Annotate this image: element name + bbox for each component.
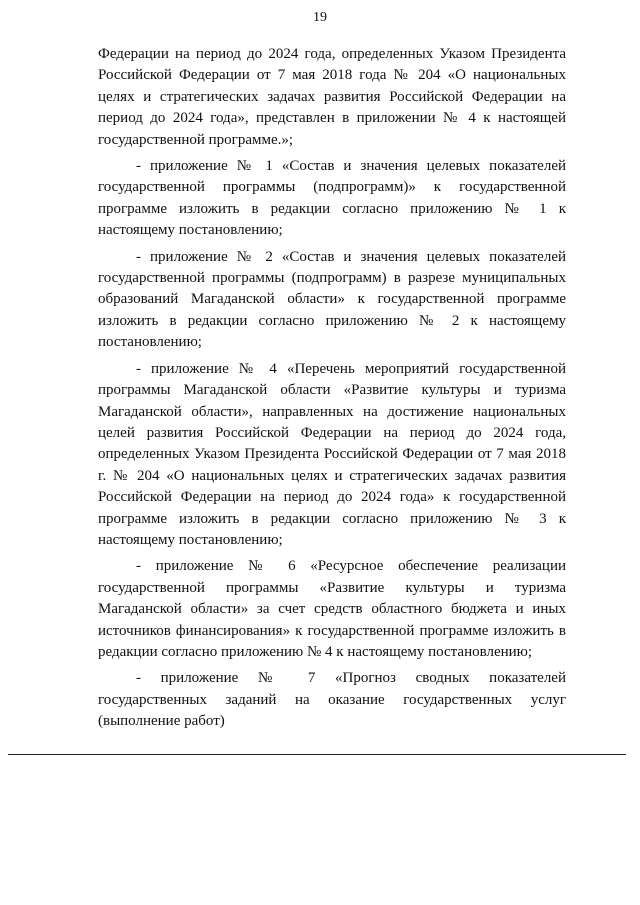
paragraph-continuation: Федерации на период до 2024 года, определенных Указом Президента Российской Федерации от 7 мая 2018 года № 204 «О национальных целях и стратегических задачах развития Российской Федерации на период до 2024 года», представлен в приложении № 4 к настоящей государственной программе.»; [98, 46, 566, 148]
paragraph-appendix-1: - приложение № 1 «Состав и значения целевых показателей государственной программы (подпрограмм)» к государственной программе изложить в редакции согласно приложению № 1 к настоящему постановлению; [98, 158, 566, 239]
paragraph-appendix-7: - приложение № 7 «Прогноз сводных показателей государственных заданий на оказание государственных услуг (выполнение работ) [98, 670, 566, 730]
page-divider-line [8, 754, 626, 755]
page-number: 19 [313, 10, 327, 25]
document-body [98, 44, 566, 733]
paragraph-appendix-2: - приложение № 2 «Состав и значения целевых показателей государственной программы (подпрограмм) в разрезе муниципальных образований Магаданской области» к государственной программе изложить в редакции согласно приложению № 2 к настоящему постановлению; [98, 248, 566, 351]
paragraph-appendix-6: - приложение № 6 «Ресурсное обеспечение реализации государственной программы «Развитие культуры и туризма Магаданской области» за счет средств областного бюджета и иных источников финансирования» к государственной программе изложить в редакции согласно приложению № 4 к настоящему постановлению; [98, 558, 566, 660]
paragraph-appendix-4: - приложение № 4 «Перечень мероприятий государственной программы Магаданской области «Развитие культуры и туризма Магаданской области», направленных на достижение национальных целей развития Российской Федерации на период до 2024 года, определенных Указом Президента Российской Федерации от 7 мая 2018 г. № 204 «О национальных целях и стратегических задачах развития Российской Федерации на период до 2024 года» к государственной программе изложить в редакции согласно приложению № 3 к настоящему постановлению; [98, 360, 566, 548]
